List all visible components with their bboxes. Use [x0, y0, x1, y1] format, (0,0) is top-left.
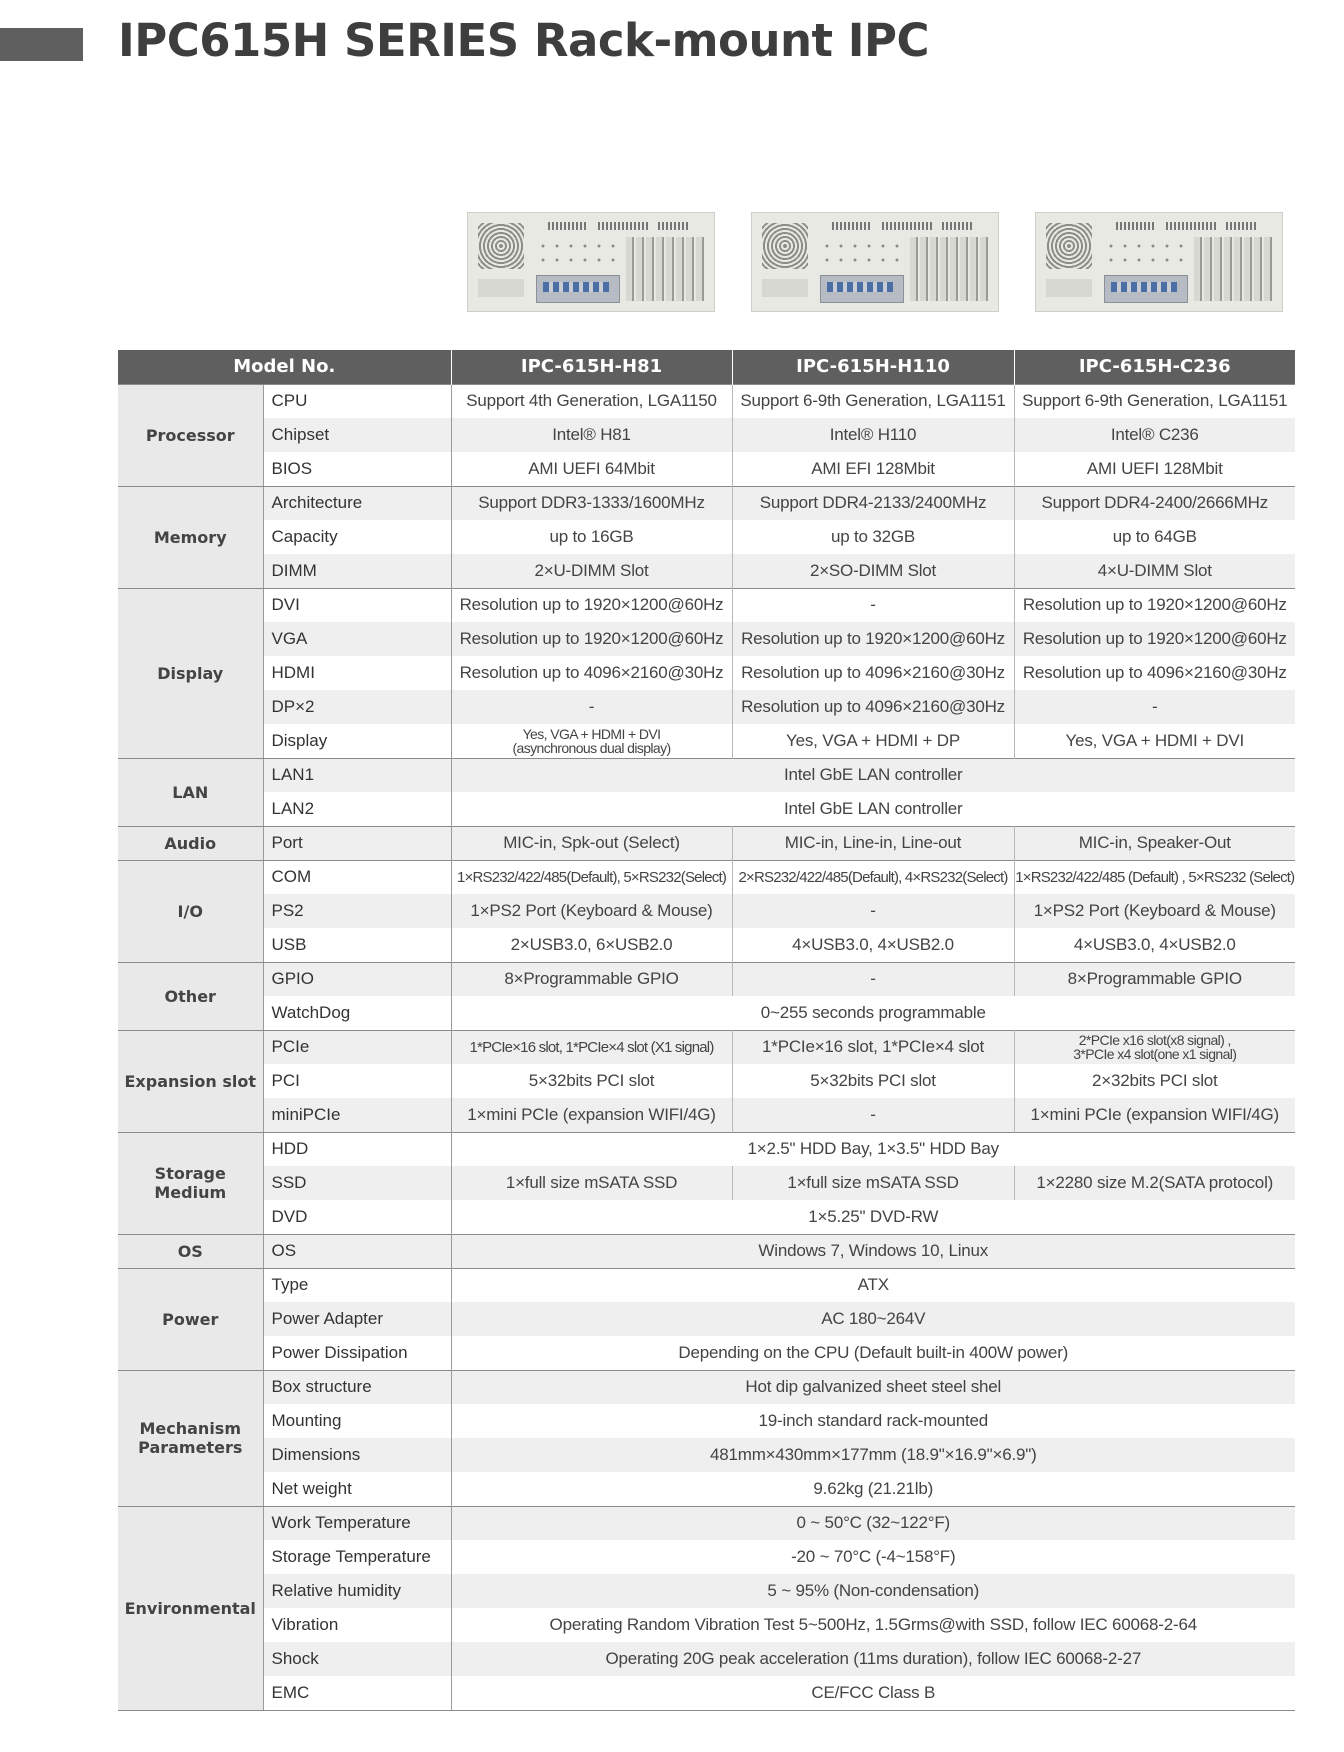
spec-value: 481mm×430mm×177mm (18.9"×16.9"×6.9") — [451, 1438, 1295, 1472]
spec-value: - — [1014, 690, 1295, 724]
spec-item-label: SSD — [263, 1166, 451, 1200]
spec-value: 2×USB3.0, 6×USB2.0 — [451, 928, 732, 962]
io-panel-icon — [820, 275, 904, 303]
spec-value: 8×Programmable GPIO — [1014, 962, 1295, 996]
spec-value: Hot dip galvanized sheet steel shel — [451, 1370, 1295, 1404]
spec-value: 8×Programmable GPIO — [451, 962, 732, 996]
spec-table — [118, 350, 1295, 1711]
spec-row — [118, 792, 1295, 826]
spec-row — [118, 384, 1295, 418]
spec-value: 1×mini PCIe (expansion WIFI/4G) — [451, 1098, 732, 1132]
spec-row — [118, 1370, 1295, 1404]
spec-group-label: Environmental — [118, 1506, 263, 1710]
spec-value: 1×2.5" HDD Bay, 1×3.5" HDD Bay — [451, 1132, 1295, 1166]
spec-row — [118, 690, 1295, 724]
page-title: IPC615H SERIES Rack-mount IPC — [118, 14, 929, 67]
spec-item-label: Power Adapter — [263, 1302, 451, 1336]
spec-row — [118, 588, 1295, 622]
spec-row — [118, 1574, 1295, 1608]
spec-value: 4×USB3.0, 4×USB2.0 — [732, 928, 1014, 962]
spec-row — [118, 1234, 1295, 1268]
spec-row — [118, 860, 1295, 894]
spec-item-label: PCI — [263, 1064, 451, 1098]
spec-value: Intel® H110 — [732, 418, 1014, 452]
spec-item-label: Shock — [263, 1642, 451, 1676]
fan-grille-icon — [478, 223, 524, 269]
spec-item-label: DVD — [263, 1200, 451, 1234]
spec-row — [118, 758, 1295, 792]
spec-value: 1×full size mSATA SSD — [732, 1166, 1014, 1200]
product-image-h81 — [467, 212, 715, 312]
spec-group-label: Display — [118, 588, 263, 758]
spec-row — [118, 1030, 1295, 1064]
spec-row — [118, 1302, 1295, 1336]
spec-row — [118, 1642, 1295, 1676]
spec-value: Yes, VGA + HDMI + DP — [732, 724, 1014, 758]
spec-item-label: LAN2 — [263, 792, 451, 826]
spec-item-label: Work Temperature — [263, 1506, 451, 1540]
spec-item-label: Mounting — [263, 1404, 451, 1438]
spec-value: AMI UEFI 128Mbit — [1086, 458, 1223, 478]
spec-group-label: LAN — [118, 758, 263, 826]
spec-row — [118, 520, 1295, 554]
spec-row — [118, 996, 1295, 1030]
spec-item-label: Relative humidity — [263, 1574, 451, 1608]
spec-item-label: Storage Temperature — [263, 1540, 451, 1574]
spec-item-label: PS2 — [263, 894, 451, 928]
spec-item-label: EMC — [263, 1676, 451, 1710]
spec-row — [118, 1268, 1295, 1302]
spec-group-label: Other — [118, 962, 263, 1030]
spec-value: up to 16GB — [451, 520, 732, 554]
spec-item-label: OS — [263, 1234, 451, 1268]
spec-item-label: Dimensions — [263, 1438, 451, 1472]
spec-value: 1×PS2 Port (Keyboard & Mouse) — [1014, 894, 1295, 928]
spec-value: 2×U-DIMM Slot — [451, 554, 732, 588]
spec-value: 1*PCIe×16 slot, 1*PCIe×4 slot (X1 signal) — [451, 1030, 732, 1064]
spec-row — [118, 826, 1295, 860]
spec-item-label: HDMI — [263, 656, 451, 690]
spec-row — [118, 894, 1295, 928]
spec-item-label: LAN1 — [263, 758, 451, 792]
spec-value: AMI UEFI 64Mbit — [451, 452, 732, 486]
spec-header-row — [118, 350, 1295, 384]
product-image-h110 — [751, 212, 999, 312]
spec-item-label: Chipset — [263, 418, 451, 452]
spec-item-label: Display — [263, 724, 451, 758]
spec-row — [118, 452, 1295, 486]
spec-body — [118, 384, 1295, 1710]
spec-group-label: Memory — [118, 486, 263, 588]
spec-item-label: Port — [263, 826, 451, 860]
spec-value: 1×2280 size M.2(SATA protocol) — [1014, 1166, 1295, 1200]
spec-value: 1×mini PCIe (expansion WIFI/4G) — [1014, 1098, 1295, 1132]
expansion-slots-icon — [1194, 237, 1274, 301]
spec-value: MIC-in, Spk-out (Select) — [451, 826, 732, 860]
spec-item-label: WatchDog — [263, 996, 451, 1030]
spec-item-label: Architecture — [263, 486, 451, 520]
spec-value: Intel® C236 — [1014, 418, 1295, 452]
spec-value: 2×32bits PCI slot — [1091, 1071, 1218, 1090]
spec-value: AMI EFI 128Mbit — [732, 452, 1014, 486]
spec-value: Resolution up to 4096×2160@30Hz — [732, 656, 1014, 690]
spec-value: Intel GbE LAN controller — [784, 798, 963, 818]
fan-grille-icon — [762, 223, 808, 269]
spec-value: 19-inch standard rack-mounted — [758, 1411, 989, 1430]
spec-row — [118, 1404, 1295, 1438]
spec-group-label: OS — [118, 1234, 263, 1268]
spec-value: 0 ~ 50°C (32~122°F) — [451, 1506, 1295, 1540]
spec-item-label: Power Dissipation — [263, 1336, 451, 1370]
spec-group-label: Expansion slot — [118, 1030, 263, 1132]
model-header-h81: IPC-615H-H81 — [451, 350, 732, 384]
spec-item-label: DP×2 — [263, 690, 451, 724]
spec-value: Support 6-9th Generation, LGA1151 — [732, 384, 1014, 418]
spec-value: 4×USB3.0, 4×USB2.0 — [1073, 934, 1236, 954]
io-panel-icon — [1104, 275, 1188, 303]
spec-value: Resolution up to 4096×2160@30Hz — [732, 690, 1014, 724]
spec-value: Resolution up to 1920×1200@60Hz — [451, 588, 732, 622]
spec-value: Resolution up to 4096×2160@30Hz — [451, 656, 732, 690]
spec-row — [118, 724, 1295, 758]
spec-value: 1×5.25" DVD-RW — [808, 1206, 939, 1226]
product-images — [0, 212, 1344, 314]
spec-value: - — [732, 962, 1014, 996]
spec-value: up to 64GB — [1112, 527, 1197, 546]
spec-row — [118, 656, 1295, 690]
spec-group-label: Storage Medium — [118, 1132, 263, 1234]
spec-row — [118, 1166, 1295, 1200]
spec-item-label: DVI — [263, 588, 451, 622]
spec-value: 2×RS232/422/485(Default), 4×RS232(Select) — [732, 860, 1014, 894]
product-image-c236 — [1035, 212, 1283, 312]
spec-group-label: Audio — [118, 826, 263, 860]
spec-value: Support DDR4-2400/2666MHz — [1014, 486, 1295, 520]
expansion-slots-icon — [626, 237, 706, 301]
spec-row — [118, 418, 1295, 452]
spec-value: ATX — [451, 1268, 1295, 1302]
spec-item-label: Net weight — [263, 1472, 451, 1506]
spec-value: Support DDR4-2133/2400MHz — [732, 486, 1014, 520]
spec-item-label: VGA — [263, 622, 451, 656]
spec-value: 1×RS232/422/485(Default), 5×RS232(Select) — [451, 860, 732, 894]
spec-row — [118, 1608, 1295, 1642]
spec-value: Support 4th Generation, LGA1150 — [451, 384, 732, 418]
expansion-slots-icon — [910, 237, 990, 301]
spec-value: Depending on the CPU (Default built-in 400W power) — [678, 1342, 1069, 1362]
spec-value: Support 6-9th Generation, LGA1151 — [1014, 384, 1295, 418]
spec-item-label: GPIO — [263, 962, 451, 996]
spec-group-label: Processor — [118, 384, 263, 486]
spec-group-label: Mechanism Parameters — [118, 1370, 263, 1506]
spec-row — [118, 962, 1295, 996]
spec-value: MIC-in, Line-in, Line-out — [732, 826, 1014, 860]
spec-row — [118, 928, 1295, 962]
spec-row — [118, 1676, 1295, 1710]
spec-value: - — [451, 690, 732, 724]
spec-value: 5×32bits PCI slot — [732, 1064, 1014, 1098]
spec-row — [118, 1200, 1295, 1234]
spec-value: MIC-in, Speaker-Out — [1014, 826, 1295, 860]
spec-group-label: Power — [118, 1268, 263, 1370]
spec-value: Intel GbE LAN controller — [451, 758, 1295, 792]
spec-value: Support DDR3-1333/1600MHz — [451, 486, 732, 520]
spec-value: 9.62kg (21.21lb) — [813, 1478, 934, 1498]
spec-item-label: COM — [263, 860, 451, 894]
spec-value: 5×32bits PCI slot — [451, 1064, 732, 1098]
spec-value: Yes, VGA + HDMI + DVI (asynchronous dual display) — [451, 724, 732, 758]
spec-value: Operating 20G peak acceleration (11ms duration), follow IEC 60068-2-27 — [451, 1642, 1295, 1676]
spec-row — [118, 1506, 1295, 1540]
spec-row — [118, 1540, 1295, 1574]
spec-row — [118, 554, 1295, 588]
spec-value: - — [732, 894, 1014, 928]
spec-group-label: I/O — [118, 860, 263, 962]
spec-value: Windows 7, Windows 10, Linux — [451, 1234, 1295, 1268]
spec-value: 1×RS232/422/485 (Default) , 5×RS232 (Select) — [1014, 860, 1295, 894]
spec-item-label: DIMM — [263, 554, 451, 588]
spec-value: 1×full size mSATA SSD — [451, 1166, 732, 1200]
spec-value: 0~255 seconds programmable — [760, 1002, 986, 1022]
fan-grille-icon — [1046, 223, 1092, 269]
spec-item-label: HDD — [263, 1132, 451, 1166]
spec-value: -20 ~ 70°C (-4~158°F) — [791, 1547, 956, 1566]
spec-row — [118, 1336, 1295, 1370]
spec-item-label: Vibration — [263, 1608, 451, 1642]
spec-row — [118, 1438, 1295, 1472]
spec-value: CE/FCC Class B — [451, 1676, 1295, 1710]
spec-value: Resolution up to 1920×1200@60Hz — [732, 622, 1014, 656]
io-panel-icon — [536, 275, 620, 303]
spec-item-label: miniPCIe — [263, 1098, 451, 1132]
spec-value: Yes, VGA + HDMI + DVI — [1065, 730, 1244, 750]
spec-value: - — [732, 588, 1014, 622]
spec-row — [118, 622, 1295, 656]
spec-value: 2×SO-DIMM Slot — [732, 554, 1014, 588]
spec-item-label: Capacity — [263, 520, 451, 554]
spec-value: 1×PS2 Port (Keyboard & Mouse) — [451, 894, 732, 928]
spec-value: Resolution up to 4096×2160@30Hz — [1022, 663, 1287, 682]
spec-value: 1*PCIe×16 slot, 1*PCIe×4 slot — [732, 1030, 1014, 1064]
spec-row — [118, 1064, 1295, 1098]
spec-item-label: USB — [263, 928, 451, 962]
spec-value: Resolution up to 1920×1200@60Hz — [451, 622, 732, 656]
spec-row — [118, 1472, 1295, 1506]
spec-value: 5 ~ 95% (Non-condensation) — [451, 1574, 1295, 1608]
spec-value: Operating Random Vibration Test 5~500Hz, 1.5Grms@with SSD, follow IEC 60068-2-64 — [549, 1615, 1197, 1634]
spec-value: up to 32GB — [732, 520, 1014, 554]
spec-value: 2*PCIe x16 slot(x8 signal) , 3*PCIe x4 slot(one x1 signal) — [1014, 1030, 1295, 1064]
spec-value: AC 180~264V — [451, 1302, 1295, 1336]
spec-value: Intel® H81 — [451, 418, 732, 452]
spec-value: - — [732, 1098, 1014, 1132]
title-accent-bar — [0, 28, 83, 61]
spec-value: 4×U-DIMM Slot — [1014, 554, 1295, 588]
model-no-header: Model No. — [118, 350, 451, 384]
spec-value: Resolution up to 1920×1200@60Hz — [1014, 622, 1295, 656]
spec-value: Resolution up to 1920×1200@60Hz — [1014, 588, 1295, 622]
spec-row — [118, 486, 1295, 520]
model-header-c236: IPC-615H-C236 — [1014, 350, 1295, 384]
spec-item-label: BIOS — [263, 452, 451, 486]
spec-row — [118, 1132, 1295, 1166]
spec-item-label: CPU — [263, 384, 451, 418]
spec-row — [118, 1098, 1295, 1132]
model-header-h110: IPC-615H-H110 — [732, 350, 1014, 384]
spec-item-label: PCIe — [263, 1030, 451, 1064]
spec-item-label: Type — [263, 1268, 451, 1302]
spec-item-label: Box structure — [263, 1370, 451, 1404]
